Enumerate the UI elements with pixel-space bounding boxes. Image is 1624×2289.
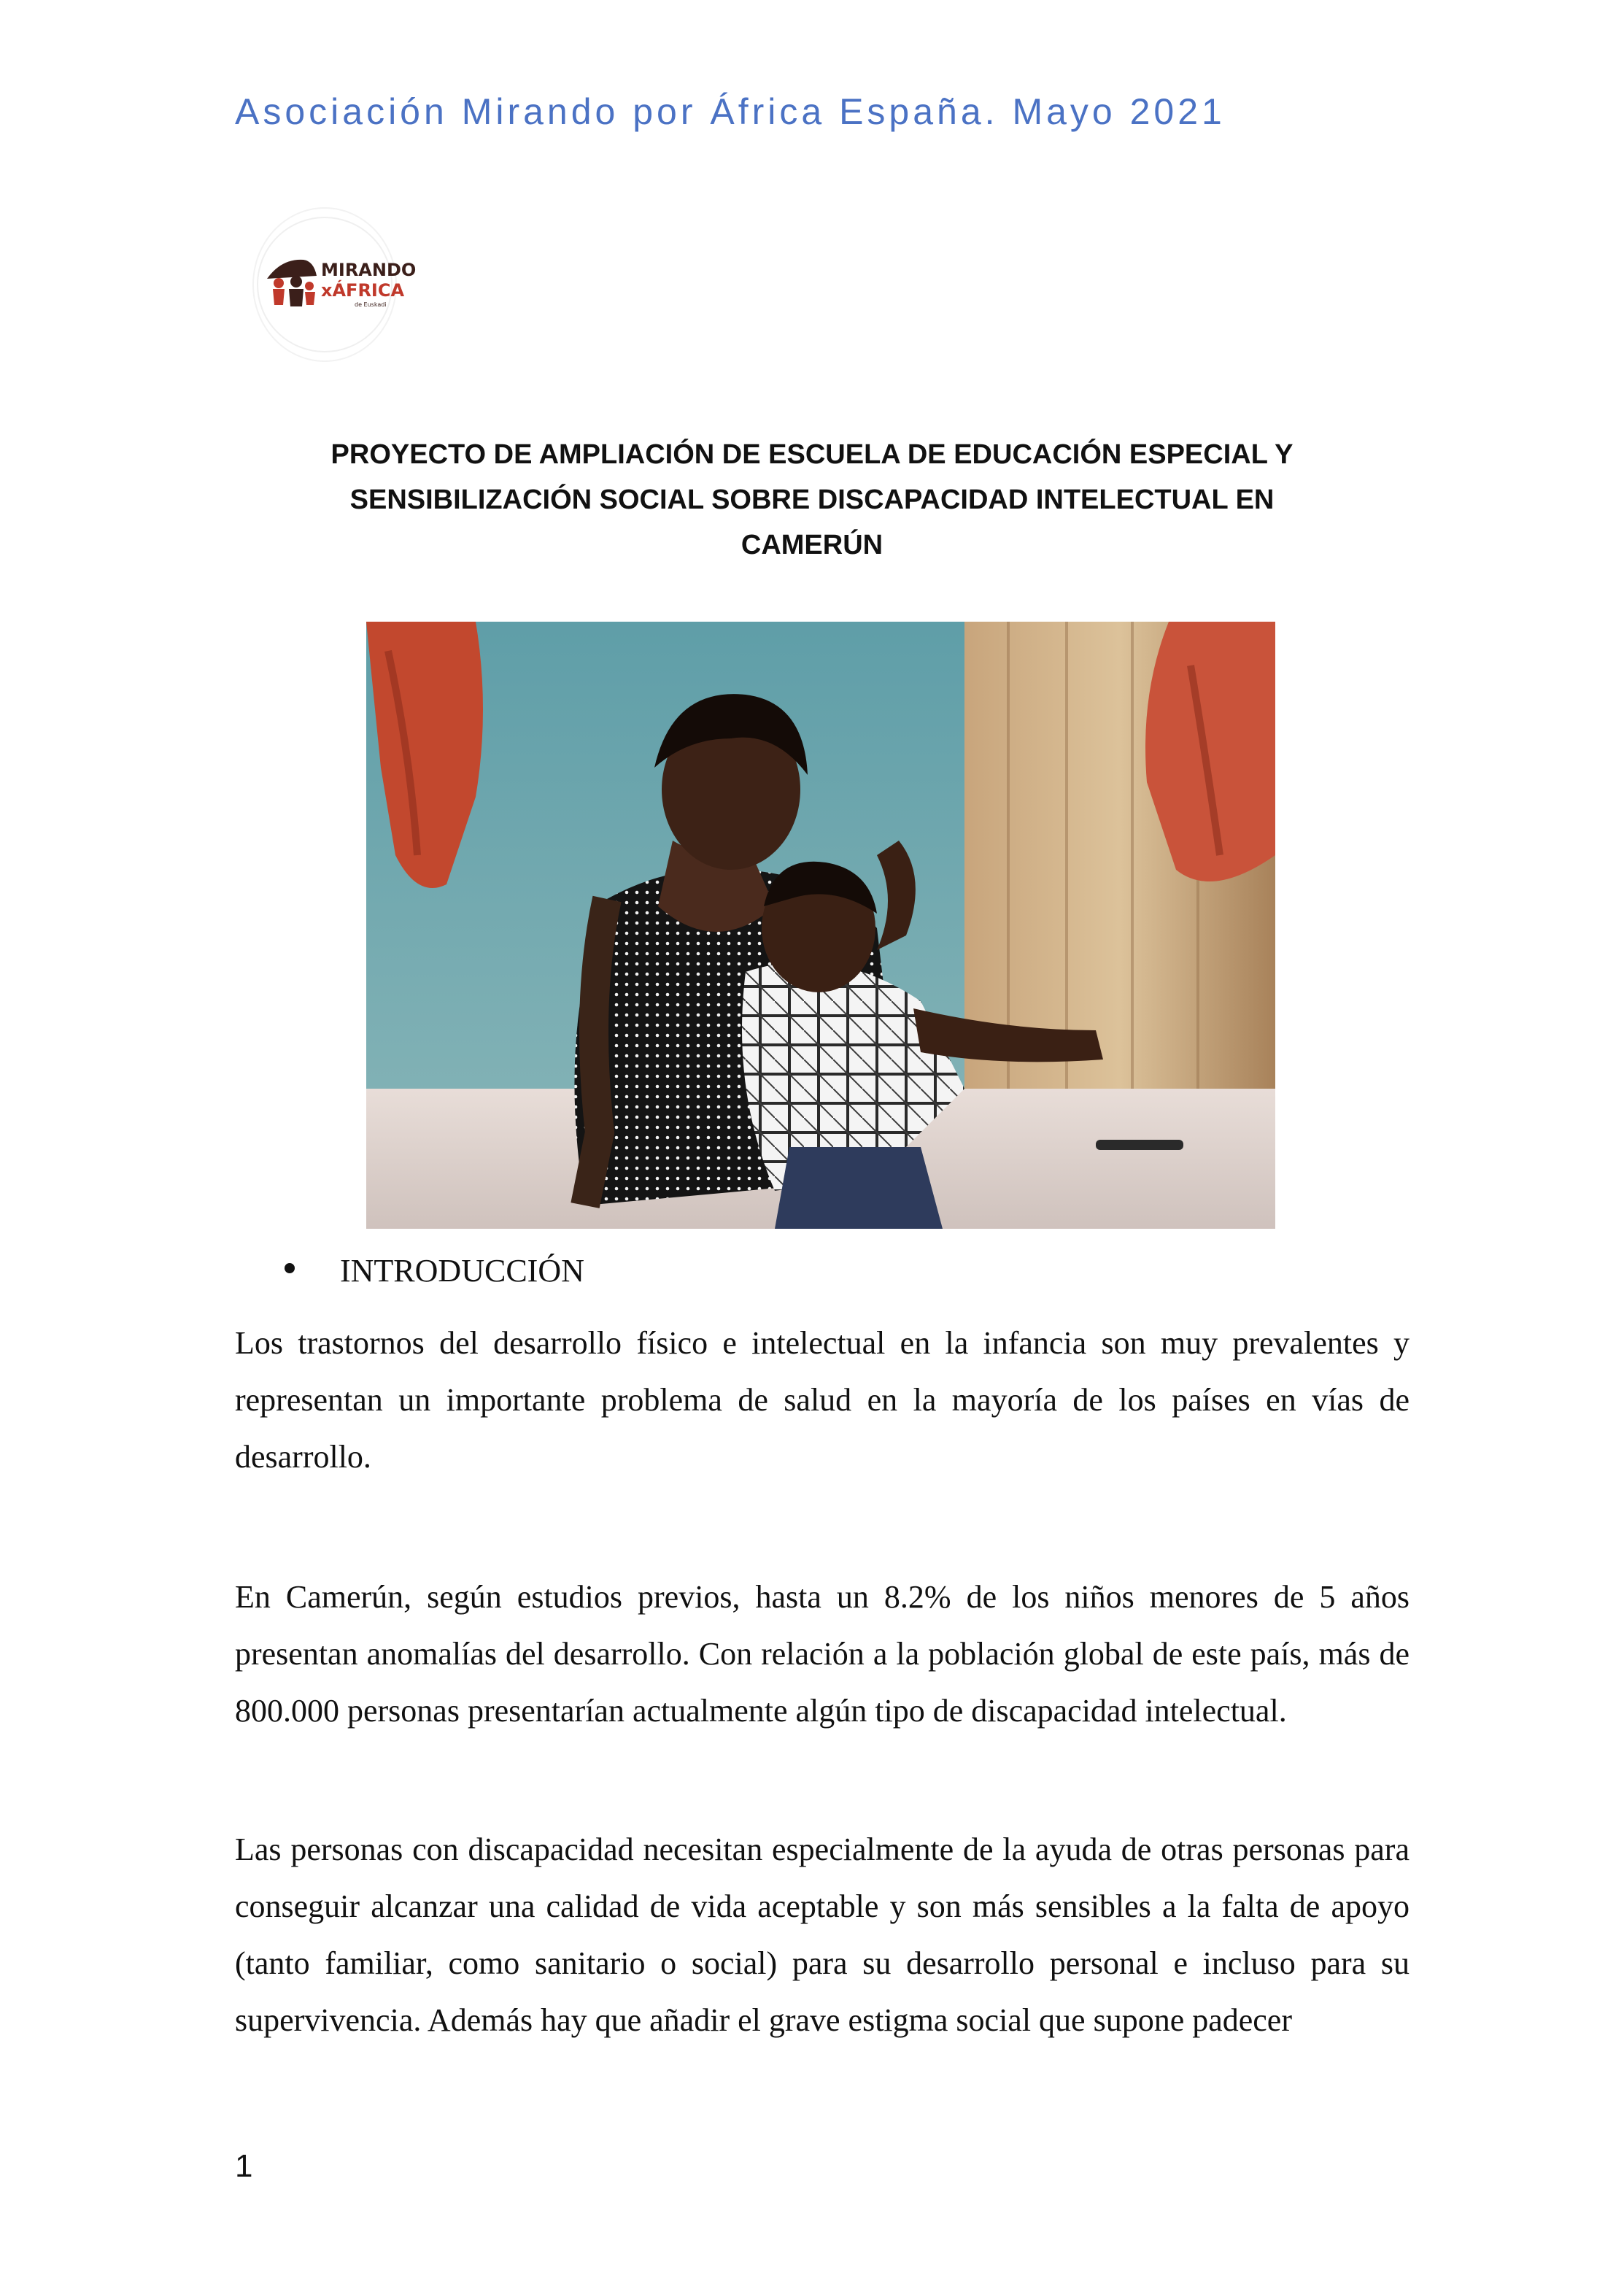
- logo-tagline: de Euskadi: [355, 301, 387, 308]
- section-heading-text: INTRODUCCIÓN: [340, 1253, 584, 1289]
- document-header: Asociación Mirando por África España. Mayo 2021: [235, 91, 1226, 132]
- paragraph: En Camerún, según estudios previos, hasta un 8.2% de los niños menores de 5 años presentan anomalías del desarrollo. Con relación a la población global de este país, más de 800.000 personas presentarían actualmente algún tipo de discapacidad intelectual.: [235, 1579, 1410, 1729]
- mother-child-photo: [366, 622, 1275, 1229]
- paragraph: Las personas con discapacidad necesitan especialmente de la ayuda de otras personas para conseguir alcanzar una calidad de vida aceptable y son más sensibles a la falta de apoyo (tanto familiar, como sanitario o social) para su desarrollo personal e incluso para su supervivencia. Además hay que añadir el grave estigma social que supone padecer: [235, 1831, 1410, 2038]
- logo-graphic: [254, 209, 417, 360]
- section-introduccion: [285, 1252, 584, 1289]
- page-number: 1: [235, 2148, 253, 2184]
- title-line: SENSIBILIZACIÓN SOCIAL SOBRE DISCAPACIDAD INTELECTUAL EN: [349, 485, 1275, 515]
- title-line: CAMERÚN: [741, 530, 883, 560]
- logo-line1: MIRANDO: [321, 260, 417, 280]
- photo-illustration: [366, 622, 1275, 1229]
- paragraph: Los trastornos del desarrollo físico e intelectual en la infancia son muy prevalentes y representan un importante problema de salud en la mayoría de los países en vías de desarrollo.: [235, 1325, 1410, 1475]
- title-line: PROYECTO DE AMPLIACIÓN DE ESCUELA DE EDUCACIÓN ESPECIAL Y: [330, 439, 1294, 470]
- document-title: [235, 432, 1389, 568]
- bullet-icon: [285, 1263, 295, 1273]
- organization-logo: [254, 209, 417, 360]
- logo-line2: xÁFRICA: [321, 280, 405, 301]
